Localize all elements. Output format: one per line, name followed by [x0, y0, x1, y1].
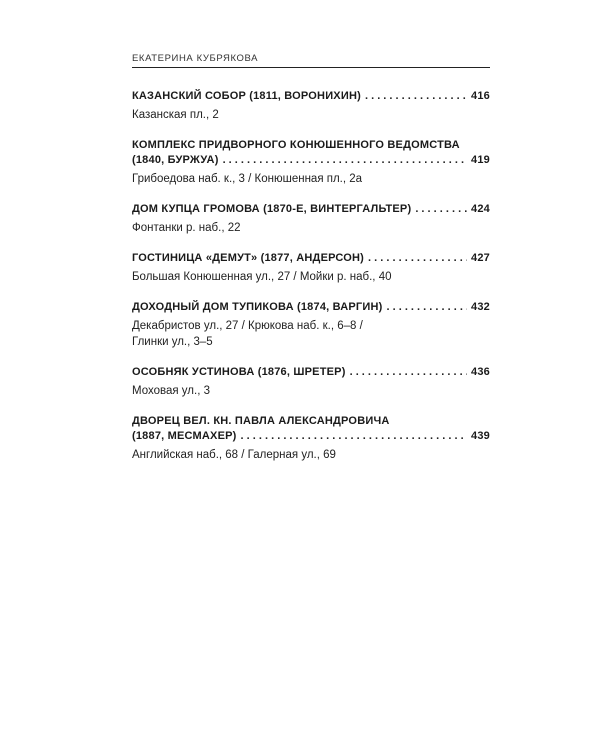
toc-title-line: [132, 202, 490, 217]
page-number: 432: [471, 301, 490, 313]
toc-title: (1887, МЕСМАХЕР): [132, 430, 237, 442]
dot-leader: [365, 89, 467, 104]
dot-leader: [368, 251, 467, 266]
running-head: ЕКАТЕРИНА КУБРЯКОВА: [132, 53, 259, 64]
dot-leader: [223, 153, 467, 168]
dot-leader: [241, 429, 468, 444]
toc-address: Английская наб., 68 / Галерная ул., 69: [132, 449, 336, 461]
toc-title-line: [132, 251, 490, 266]
toc-title-line: [132, 429, 490, 444]
page-number: 419: [471, 154, 490, 166]
toc-address: Казанская пл., 2: [132, 109, 219, 121]
toc-title: ДОМ КУПЦА ГРОМОВА (1870-Е, ВИНТЕРГАЛЬТЕР): [132, 203, 412, 215]
toc-address-continued: Глинки ул., 3–5: [132, 336, 213, 348]
page-number: 427: [471, 252, 490, 264]
toc-title: ГОСТИНИЦА «ДЕМУТ» (1877, АНДЕРСОН): [132, 252, 365, 264]
toc-title-first-line: ДВОРЕЦ ВЕЛ. КН. ПАВЛА АЛЕКСАНДРОВИЧА: [132, 415, 390, 427]
toc-title: ДОХОДНЫЙ ДОМ ТУПИКОВА (1874, ВАРГИН): [132, 301, 383, 313]
dot-leader: [415, 202, 467, 217]
toc-title-first-line: КОМПЛЕКС ПРИДВОРНОГО КОНЮШЕННОГО ВЕДОМСТВА: [132, 139, 460, 151]
dot-leader: [386, 300, 467, 315]
page-number: 436: [471, 366, 490, 378]
toc-address: Большая Конюшенная ул., 27 / Мойки р. наб., 40: [132, 271, 392, 283]
dot-leader: [350, 365, 467, 380]
toc-title-line: [132, 365, 490, 380]
toc-address: Фонтанки р. наб., 22: [132, 222, 241, 234]
table-of-contents: [132, 89, 490, 478]
toc-entry[interactable]: [132, 365, 490, 399]
toc-entry[interactable]: [132, 202, 490, 236]
toc-entry[interactable]: [132, 138, 490, 187]
toc-entry[interactable]: [132, 414, 490, 463]
header-rule: [132, 67, 490, 68]
toc-entry[interactable]: [132, 300, 490, 350]
toc-title-line: [132, 300, 490, 315]
page-number: 416: [471, 90, 490, 102]
page-number: 424: [471, 203, 490, 215]
toc-title: КАЗАНСКИЙ СОБОР (1811, ВОРОНИХИН): [132, 90, 361, 102]
toc-title: (1840, БУРЖУА): [132, 154, 219, 166]
toc-address: Грибоедова наб. к., 3 / Конюшенная пл., 2а: [132, 173, 363, 185]
toc-title-line: [132, 89, 490, 104]
toc-address: Моховая ул., 3: [132, 385, 210, 397]
toc-address: Декабристов ул., 27 / Крюкова наб. к., 6–8 /: [132, 320, 363, 332]
toc-entry[interactable]: [132, 251, 490, 285]
toc-title: ОСОБНЯК УСТИНОВА (1876, ШРЕТЕР): [132, 366, 346, 378]
toc-title-line: [132, 153, 490, 168]
toc-entry[interactable]: [132, 89, 490, 123]
page-number: 439: [471, 430, 490, 442]
